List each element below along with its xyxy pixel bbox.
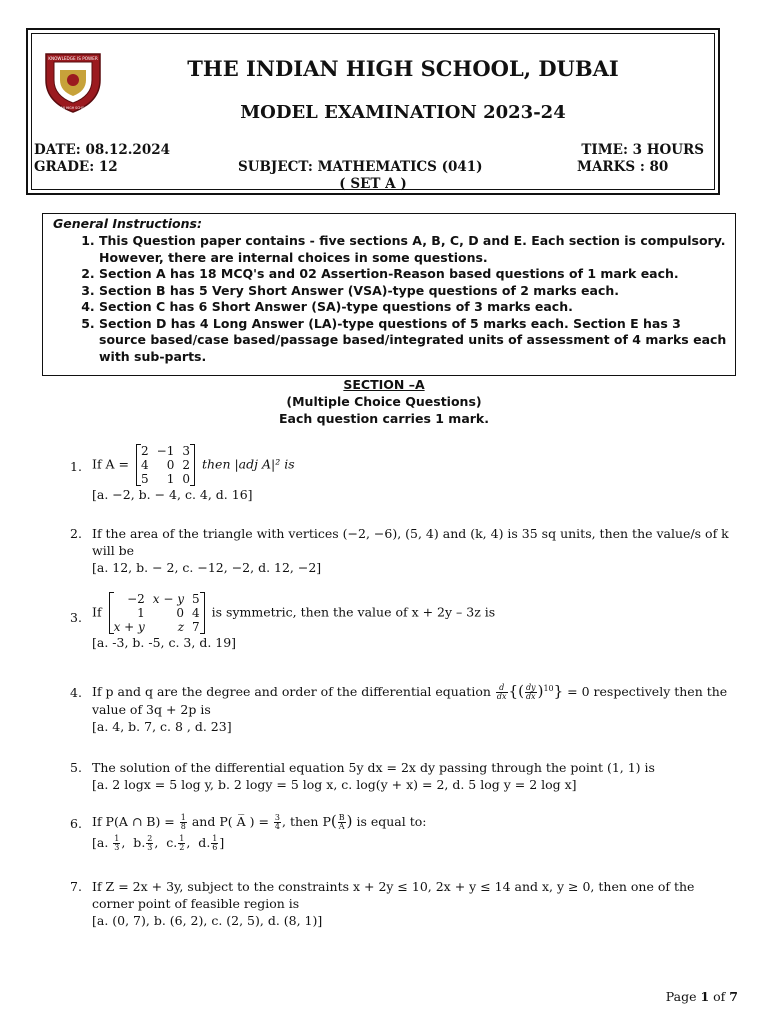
current-page: 1 [700,989,710,1004]
instruction-item: 2. Section A has 18 MCQ's and 02 Assertion-Reason based questions of 1 mark each. [99,266,727,283]
matrix-cell: −2 [127,592,145,606]
differential-expression: { [508,682,519,701]
instruction-item: 4. Section C has 6 Short Answer (SA)-type questions of 3 marks each. [99,299,727,316]
matrix-cell: −1 [156,444,175,458]
matrix-cell: z [177,620,185,634]
general-instructions [42,213,736,376]
question-text-d: is equal to: [356,814,427,829]
matrix-cell: 0 [176,606,185,620]
options-prefix: [a. [92,835,109,850]
exam-date: DATE: 08.12.2024 [34,142,171,158]
question-text: If Z = 2x + 3y, subject to the constraints x + 2y ≤ 10, 2x + y ≤ 14 and x, y ≥ 0, then one of the corner point of feasible region is [92,879,695,911]
grade: GRADE: 12 [34,159,118,175]
matrix-cell: 2 [141,444,149,458]
logo-bottom-text: THE INDIAN HIGH SCHOOL DUBAI [46,106,100,110]
option-b-value: $\frac{2}{3}$ [147,834,153,852]
matrix-cell: 0 [166,458,175,472]
question-1 [70,444,738,503]
option-d-value: $\frac{1}{6}$ [212,834,218,852]
question-number: 3. [70,610,82,625]
matrix-cell: 1 [137,606,145,620]
logo-top-text: KNOWLEDGE IS POWER [48,56,98,61]
question-set: ( SET A ) [339,176,407,192]
question-text: The solution of the differential equation 5y dx = 2x dy passing through the point (1, 1) is [92,760,655,775]
answer-options: [a. 12, b. − 2, c. −12, −2, d. 12, −2] [92,560,322,575]
matrix-cell: 2 [182,458,190,472]
question-prefix: If [92,604,102,620]
page-number [666,989,738,1004]
header-box [26,28,720,195]
page-label: Page [665,989,697,1004]
matrix-cell: 0 [182,472,190,486]
question-number: 2. [70,526,82,541]
total-pages: 7 [729,989,738,1004]
answer-options: [a. 2 logx = 5 log y, b. 2 logy = 5 log x, c. log(y + x) = 2, d. 5 log y = 2 log x] [92,777,577,792]
question-text: If the area of the triangle with vertices (−2, −6), (5, 4) and (k, 4) is 35 sq units, then the value/s of k will be [92,526,729,558]
answer-options: [a. $\frac{1}{3}$ , b. $\frac{2}{3}$ , c. $\frac{1}{2}$ , d. $\frac{1}{6}$ ] [92,834,225,852]
matrix-cell: x + y [113,620,145,634]
question-text: If p and q are the degree and order of the differential equation $\frac{d}{dx}$ {( $\frac{dy}{dx}$ )$^{10}$} = 0 respectively then the value of 3q + 2p is [92,682,728,718]
fraction-1-8: $\frac{1}{8}$ [180,813,186,831]
question-2 [70,525,738,576]
matrix-cell: 4 [141,458,149,472]
section-subtitle: (Multiple Choice Questions) [286,394,482,409]
matrix-cell: 7 [192,620,200,634]
instruction-item: 5. Section D has 4 Long Answer (LA)-type questions of 5 marks each. Section E has 3 source based/case based/passage based/integrated units of assessment of 4 marks each with sub-parts. [99,316,727,366]
question-text-a: If P(A ∩ B) = [92,814,175,829]
question-4 [70,680,738,735]
fraction-b-a: $\frac{B}{A}$ [338,813,345,831]
question-6 [70,813,738,852]
school-name: THE INDIAN HIGH SCHOOL, DUBAI [187,56,619,81]
exam-time: TIME: 3 HOURS [581,142,704,158]
subject: SUBJECT: MATHEMATICS (041) [238,159,483,175]
question-7 [70,878,738,929]
section-title: SECTION –A [343,377,425,392]
option-c-value: $\frac{1}{2}$ [179,834,185,852]
instruction-item: 3. Section B has 5 Very Short Answer (VSA)-type questions of 2 marks each. [99,283,727,300]
section-note: Each question carries 1 mark. [279,411,489,426]
page-of: of [713,989,726,1004]
question-number: 7. [70,879,82,894]
matrix-cell: 3 [182,444,190,458]
instructions-title: General Instructions: [53,216,202,231]
instructions-list [53,233,727,365]
matrix-cell: x − y [152,592,185,606]
fraction-3-4: $\frac{3}{4}$ [274,813,281,831]
question-suffix: then |adj A|² is [201,456,295,472]
instruction-item: 1. This Question paper contains - five sections A, B, C, D and E. Each section is compulsory. However, there are internal choices in some questions. [99,233,727,266]
question-text-a: If p and q are the degree and order of the differential equation [92,684,491,700]
matrix-a [136,444,195,486]
derivative-dy-dx: $\frac{dy}{dx}$ [525,683,536,702]
answer-options: [a. (0, 7), b. (6, 2), c. (2, 5), d. (8, 1)] [92,913,323,928]
symmetric-matrix [109,592,205,634]
question-5 [70,759,738,793]
question-text-c: , then P [282,814,331,829]
question-suffix: is symmetric, then the value of x + 2y – 3z is [211,604,496,620]
matrix-cell: 1 [166,472,175,486]
question-number: 6. [70,816,82,831]
question-3 [70,592,738,651]
question-number: 5. [70,760,82,775]
matrix-cell: 4 [192,606,200,620]
answer-options: [a. -3, b. -5, c. 3, d. 19] [92,635,237,650]
options-suffix: ] [219,835,225,850]
question-text [92,592,738,634]
answer-options: [a. 4, b. 7, c. 8 , d. 23] [92,719,232,735]
total-marks: MARKS : 80 [577,159,669,175]
question-text: If P(A ∩ B) = $\frac{1}{8}$ and P( A̅ ) = $\frac{3}{4}$ , then P( $\frac{B}{A}$ ) is equal to: [92,812,427,831]
question-text-b: = 0 respectively then the value of 3q + 2p is [92,684,728,718]
question-number: 1. [70,459,82,474]
exam-title: MODEL EXAMINATION 2023-24 [240,102,566,123]
option-a-value: $\frac{1}{3}$ [114,834,120,852]
question-prefix: If A = [92,456,130,472]
matrix-cell: 5 [192,592,200,606]
question-text [92,444,738,486]
question-number: 4. [70,685,82,700]
answer-options: [a. −2, b. − 4, c. 4, d. 16] [92,487,253,502]
question-text-b: and P( A̅ ) = [191,814,269,829]
matrix-cell: 5 [141,472,149,486]
differential-operator: $\frac{d}{dx}$ [496,683,507,702]
